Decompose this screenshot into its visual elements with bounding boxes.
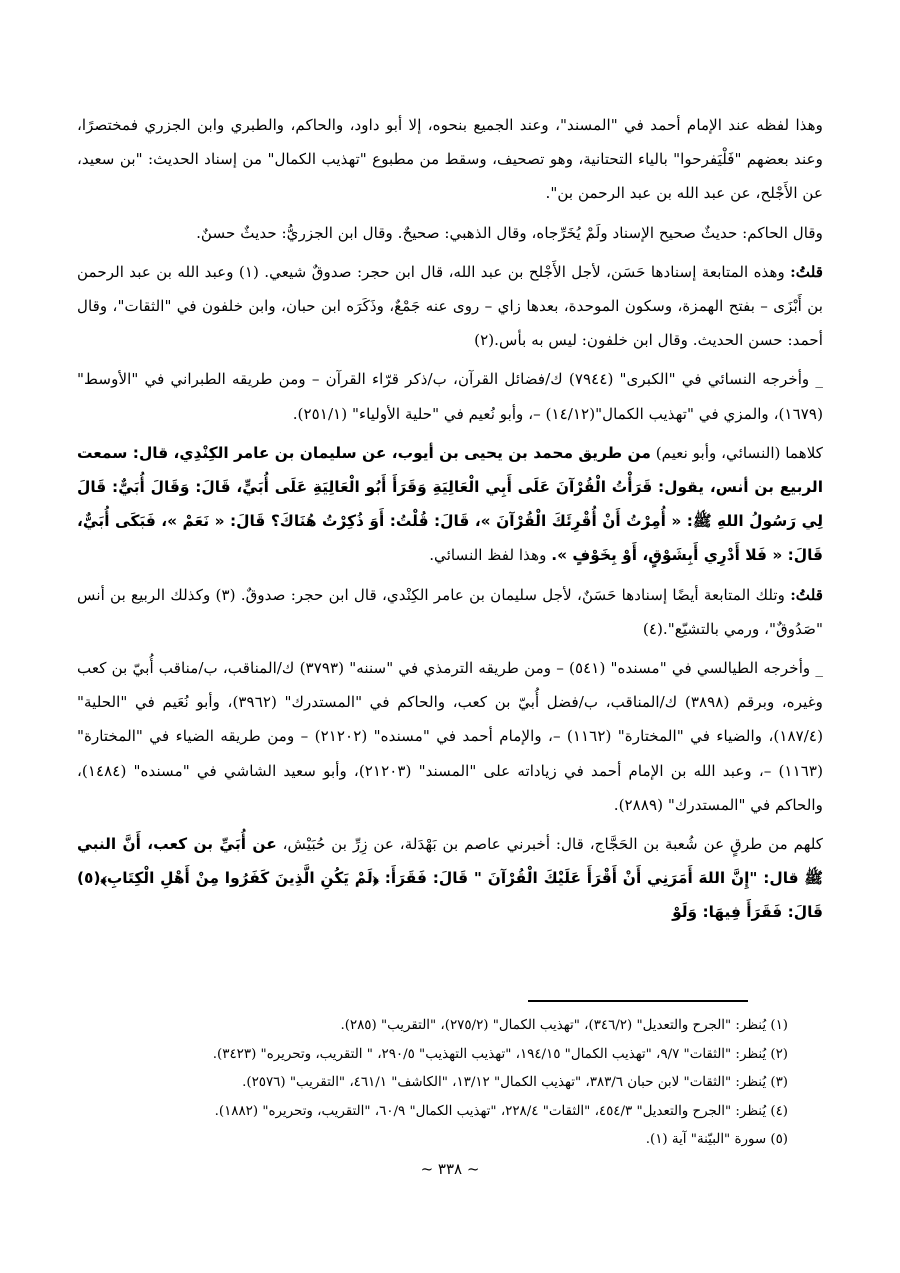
hadith-text-2: عن أُبَيِّ بن كعب، أَنَّ النبي ﷺ قال: "إِنَّ اللهَ أَمَرَنِي أَنْ أَقْرَأَ عَلَيْكَ الْقُرْآنَ " قَالَ: فَقَرَأَ: ﴿لَمْ يَكُنِ الَّذِينَ كَفَرُوا مِنْ أَهْلِ الْكِتَابِ﴾(٥) قَالَ: فَقَرَأَ فِيهَا: وَلَوْ xyxy=(77,835,823,922)
paragraph-3 xyxy=(77,255,823,358)
footnote-1: (١) يُنظر: "الجرح والتعديل" (٣٤٦/٢)، "تهذيب الكمال" (٢٧٥/٢)، "التقريب" (٢٨٥). xyxy=(340,1018,788,1033)
paragraph-4: _ وأخرجه النسائي في "الكبرى" (٧٩٤٤) ك/فضائل القرآن، ب/ذكر قرّاء القرآن – ومن طريقه الطبراني في "الأوسط" (١٦٧٩)، والمزي في "تهذيب الكمال"(١٤/١٢) –، وأبو نُعيم في "حلية الأولياء" (٢٥١/١). xyxy=(77,370,823,423)
hadith-text-1: من طريق محمد بن يحيى بن أيوب، عن سليمان بن عامر الكِنْدِي، قال: سمعت الربيع بن أنس، يقول: قَرَأْتُ الْقُرْآنَ عَلَى أَبِي الْعَالِيَةِ وَقَرَأَ أَبُو الْعَالِيَةِ عَلَى أُبَيٍّ، قَالَ: وَقَالَ أُبَيٌّ: قَالَ لِي رَسُولُ اللهِ ﷺ: « أُمِرْتُ أَنْ أُقْرِئَكَ الْقُرْآنَ »، قَالَ: قُلْتُ: أَوَ ذُكِرْتُ هُنَاكَ؟ قَالَ: « نَعَمْ »، فَبَكَى أُبَيٌّ، قَالَ: « فَلا أَدْرِي أَبِشَوْقٍ، أَوْ بِخَوْفٍ ». xyxy=(77,443,823,565)
paragraph-5-intro: كلاهما (النسائي، وأبو نعيم) xyxy=(650,443,823,462)
paragraph-2: وقال الحاكم: حديثٌ صحيح الإسناد ولَمْ يُخَرِّجاه، وقال الذهبي: صحيحٌ. وقال ابن الجزريُّ: حديثٌ حسنٌ. xyxy=(196,223,823,242)
footnote-3: (٣) يُنظر: "الثقات" لابن حبان ٣٨٣/٦، "تهذيب الكمال" ١٣/١٢، "الكاشف" ٤٦١/١، "التقريب" (٢٥٧٦). xyxy=(242,1075,788,1091)
paragraph-5 xyxy=(77,436,823,573)
paragraph-7: _ وأخرجه الطيالسي في "مسنده" (٥٤١) – ومن طريقه الترمذي في "سننه" (٣٧٩٣) ك/المناقب، ب/مناقب أُبيّ بن كعب وغيره، وبرقم (٣٨٩٨) ك/المناقب، ب/فضل أُبيّ بن كعب، والحاكم في "المستدرك" (٣٩٦٢)، وأبو نُعَيم في "الحلية" (١٨٧/٤)، والضياء في "المختارة" (١١٦٢) –، والإمام أحمد في "مسنده" (٢١٢٠٢) – ومن طريقه الضياء في "المختارة" (١١٦٣) –، وعبد الله بن الإمام أحمد في زياداته على "المسند" (٢١٢٠٣)، وأبو سعيد الشاشي في "مسنده" (١٤٨٤)، والحاكم في "المستدرك" (٢٨٨٩). xyxy=(77,659,824,814)
main-text xyxy=(77,108,823,930)
qultu-label: قلتُ: xyxy=(790,585,823,604)
footnote-4: (٤) يُنظر: "الجرح والتعديل" ٤٥٤/٣، "الثقات" ٢٢٨/٤، "تهذيب الكمال" ٦٠/٩، "التقريب، وتحريره" (١٨٨٢). xyxy=(214,1103,788,1119)
paragraph-1: وهذا لفظه عند الإمام أحمد في "المسند"، وعند الجميع بنحوه، إلا أبو داود، والحاكم، والطبري وابن الجزري فمختصرًا، وعند بعضهم "فَلْيَفرحوا" بالياء التحتانية، وهو تصحيف، وسقط من مطبوع "تهذيب الكمال" من إسناد الحديث: "بن سعيد، عن الأَجْلح، عن عبد الله بن عبد الرحمن بن". xyxy=(77,116,823,203)
page-number: ~ ٣٣٨ ~ xyxy=(420,1160,480,1178)
paragraph-3-text: وهذه المتابعة إسنادها حَسَن، لأجل الأَجْلح بن عبد الله، قال ابن حجر: صدوقٌ شيعي. (١) وعبد الله بن عبد الرحمن بن أَبْزَى – بفتح الهمزة، وسكون الموحدة، بعدها زاي – روى عنه جَمْعٌ، وذَكَرَه ابن حبان، وابن خلفون في "الثقات"، وقال أحمد: حسن الحديث. وقال ابن خلفون: ليس به بأس.(٢) xyxy=(77,262,823,350)
paragraph-6-text: وتلك المتابعة أيضًا إسنادها حَسَنٌ، لأجل سليمان بن عامر الكِنْدي، قال ابن حجر: صدوقٌ. (٣) وكذلك الربيع بن أنس "صَدُوقٌ"، ورمي بالتشيّع".(٤) xyxy=(77,585,823,638)
footnote-5: (٥) سورة "البيّنة" آية (١). xyxy=(645,1132,788,1148)
footnotes xyxy=(80,1012,788,1155)
footnote-separator xyxy=(528,1000,748,1002)
paragraph-5-outro: وهذا لفظ النسائي. xyxy=(429,546,552,565)
paragraph-8-intro: كلهم من طرقٍ عن شُعبة بن الحَجَّاج، قال: أخبرني عاصم بن بَهْدَلة، عن زِرِّ بن حُبَيْش، xyxy=(276,835,824,854)
paragraph-6 xyxy=(77,578,823,646)
qultu-label: قلتُ: xyxy=(790,262,823,281)
footnote-2: (٢) يُنظر: "الثقات" ٩/٧، "تهذيب الكمال" ١٩٤/١٥، "تهذيب التهذيب" ٢٩٠/٥، " التقريب، وتحريره" (٣٤٢٣). xyxy=(212,1046,788,1062)
paragraph-8 xyxy=(77,827,823,930)
